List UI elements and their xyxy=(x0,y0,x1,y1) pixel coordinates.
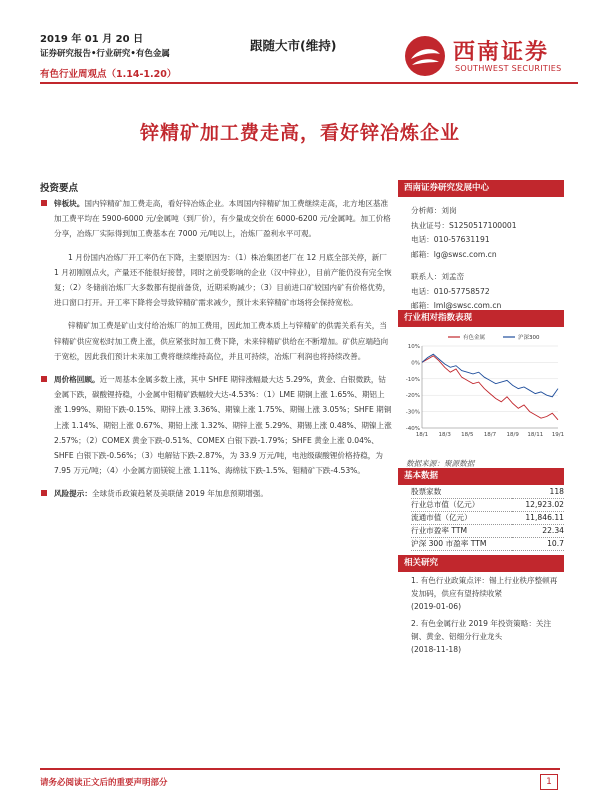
basic-data-row xyxy=(411,537,564,550)
paragraph-text: 全球货币政策趋紧及美联储 2019 年加息预期增强。 xyxy=(91,489,268,499)
report-type: 证券研究报告•行业研究•有色金属 xyxy=(40,49,170,59)
paragraph-zinc xyxy=(40,196,392,242)
chart-legend-label: 沪深300 xyxy=(518,335,540,341)
chart-section-title: 行业相对指数表现 xyxy=(398,310,564,327)
related-item-date: (2018-11-18) xyxy=(411,644,462,654)
paragraph-lead: 周价格回顾。 xyxy=(54,375,100,385)
analyst-label: 分析师： xyxy=(411,206,442,215)
research-center-title: 西南证券研究发展中心 xyxy=(398,180,564,197)
section-heading: 投资要点 xyxy=(40,183,79,194)
paragraph-processing-fee xyxy=(40,318,392,364)
analyst-block xyxy=(411,204,517,314)
chart-series-line xyxy=(422,354,558,397)
paragraph-lead: 锌板块。 xyxy=(54,199,85,208)
basic-data-row xyxy=(411,511,564,524)
paragraph-risk xyxy=(40,486,392,501)
logo-mark-icon xyxy=(403,34,447,78)
contact-label: 联系人： xyxy=(411,272,442,281)
basic-data-row xyxy=(411,485,564,498)
report-date: 2019 年 01 月 20 日 xyxy=(40,34,144,45)
bullet-square-icon xyxy=(41,200,47,206)
footer-disclaimer: 请务必阅读正文后的重要声明部分 xyxy=(40,778,168,788)
contact-email[interactable]: lml@swsc.com.cn xyxy=(433,301,502,310)
related-item-title: 1. 有色行业政策点评：锡上行业秩序整顿再发加码，供应有望持续收紧 xyxy=(411,576,558,598)
chart-x-tick: 19/1 xyxy=(551,432,564,438)
related-research-list xyxy=(411,575,563,662)
phone-label: 电话： xyxy=(411,235,434,244)
paragraph-price-review xyxy=(40,372,392,478)
analyst-phone: 010-57631191 xyxy=(433,235,490,244)
paragraph-operating-rate xyxy=(40,250,392,311)
email-label: 邮箱： xyxy=(411,249,434,259)
chart-x-tick: 18/5 xyxy=(461,432,474,438)
email-label: 邮箱： xyxy=(411,301,434,310)
related-item-title: 2. 有色金属行业 2019 年投资策略：关注铜、黄金、铝细分行业龙头 xyxy=(411,619,552,642)
cert-number: S1250517100001 xyxy=(448,220,517,230)
chart-x-tick: 18/3 xyxy=(438,432,451,438)
basic-data-row xyxy=(411,498,564,511)
logo-chinese-text: 西南证券 xyxy=(453,40,550,65)
chart-y-tick: -40% xyxy=(405,426,420,432)
cert-label: 执业证号： xyxy=(411,220,449,230)
chart-legend-label: 有色金属 xyxy=(463,335,486,341)
paragraph-text: 近一周基本金属多数上涨，其中 SHFE 期锌涨幅最大达 5.29%，黄金、白银微跌，钴金属下跌，碳酸锂持稳，小金属中钼精矿跌幅较大达-4.53%：（1）LME 期铜上涨 1.65%、期铝上涨 1.99%、期铅下跌-0.15%、期锌上涨 3.36%、期镍上涨 1.75%、期锡上涨 3.05%；SHFE 期铜上涨 1.14%、期铝上涨 0.67%、期铅上涨 1.32%、期锌上涨 5.29%、期锡上涨 0.48%、期镍上涨 2.57%；（2）COMEX 黄金下跌-0.51%、COMEX 白银下跌-1.79%；SHFE 黄金上涨 0.04%、SHFE 白银下跌-0.56%；（3）电解钴下跌-2.87%，为 33.9 万元/吨，电池级碳酸锂价格持稳，为 7.95 万元/吨；（4）小金属方面镁锭上涨 1.11%、海绵钛下跌-1.5%、钼精矿下跌-4.53%。 xyxy=(54,375,392,476)
bullet-square-icon xyxy=(41,490,47,496)
contact-name: 刘孟峦 xyxy=(441,272,465,281)
basic-data-title: 基本数据 xyxy=(398,468,564,485)
phone-label: 电话： xyxy=(411,286,434,296)
related-research-title: 相关研究 xyxy=(398,555,564,572)
paragraph-text: 锌精矿加工费是矿山支付给冶炼厂的加工费用，因此加工费本质上与锌精矿的供需关系有关，当锌精矿供应宽松时加工费上涨，供应紧张时加工费下降，未来锌精矿供给在不断增加。矿供应端趋向于宽松，因此我们预计未来加工费将继续维持高位，并且可持续，冶炼厂利润也将持续改善。 xyxy=(54,321,389,361)
chart-y-tick: -20% xyxy=(405,393,420,400)
chart-y-tick: 0% xyxy=(411,360,420,367)
basic-data-value: 11,846.11 xyxy=(525,513,564,522)
basic-data-label: 行业总市值（亿元） xyxy=(411,500,480,509)
chart-source: 数据来源：聚源数据 xyxy=(406,459,475,468)
chart-x-tick: 18/9 xyxy=(506,432,519,438)
basic-data-label: 行业市盈率 TTM xyxy=(411,526,468,535)
header-divider xyxy=(40,82,578,84)
basic-data-value: 12,923.02 xyxy=(525,500,564,509)
weekly-title: 有色行业周观点（1.14-1.20） xyxy=(40,69,177,80)
basic-data-label: 流通市值（亿元） xyxy=(411,513,472,522)
industry-rating: 跟随大市(维持) xyxy=(250,38,337,53)
paragraph-lead: 风险提示： xyxy=(54,489,92,499)
chart-x-tick: 18/11 xyxy=(527,432,544,438)
analyst-name: 刘岗 xyxy=(441,206,457,215)
chart-series-line xyxy=(422,356,558,420)
chart-y-tick: 10% xyxy=(407,344,420,350)
basic-data-label: 股票家数 xyxy=(411,486,442,496)
page-number: 1 xyxy=(540,774,558,790)
basic-data-value: 118 xyxy=(549,486,564,496)
related-item[interactable] xyxy=(411,575,563,613)
paragraph-text: 1 月份国内冶炼厂开工率仍在下降，主要原因为：（1）株冶集团老厂在 12 月底全部关停，新厂 1 月初刚刚点火，产量还不能很好接替，同时之前受影响的企业（汉中锌业），目前产能仍没有完全恢复；（2）冬储前冶炼厂大多数都有提前备货，近期采购减少；（3）目前进口矿较国内矿有价格优势，进口窗口打开。开工率下降将会导致锌精矿需求减少，预计未来锌精矿市场将会保持宽松。 xyxy=(54,252,392,308)
chart-x-tick: 18/7 xyxy=(483,432,497,438)
chart-x-tick: 18/1 xyxy=(415,432,429,438)
chart-y-tick: -30% xyxy=(405,409,420,416)
related-item-date: (2019-01-06) xyxy=(411,601,462,611)
bullet-square-icon xyxy=(41,376,47,382)
paragraph-text: 国内锌精矿加工费走高，看好锌冶炼企业。本周国内锌精矿加工费继续走高，北方地区基准加工费平均在 5900-6000 元/金属吨（到厂价），有少量成交价在 6000-6200 元/金属吨。加工价格分享，冶炼厂实际得到加工费基本在 7000 元/吨以上，冶炼厂盈利水平可观。 xyxy=(54,199,391,239)
logo-english-text: SOUTHWEST SECURITIES xyxy=(455,64,562,73)
basic-data-label: 沪深 300 市盈率 TTM xyxy=(411,539,487,548)
basic-data-value: 22.34 xyxy=(542,526,564,535)
footer-divider xyxy=(40,768,560,770)
basic-data-table xyxy=(411,485,564,551)
report-title: 锌精矿加工费走高，看好锌冶炼企业 xyxy=(139,122,460,144)
company-logo xyxy=(403,30,578,80)
related-item[interactable] xyxy=(411,618,563,656)
basic-data-row xyxy=(411,524,564,537)
summary-body xyxy=(40,196,392,510)
basic-data-value: 10.7 xyxy=(547,539,564,548)
chart-y-tick: -10% xyxy=(405,376,420,383)
analyst-email[interactable]: lg@swsc.com.cn xyxy=(433,249,497,259)
contact-phone: 010-57758572 xyxy=(433,286,490,296)
relative-index-chart xyxy=(398,328,564,450)
